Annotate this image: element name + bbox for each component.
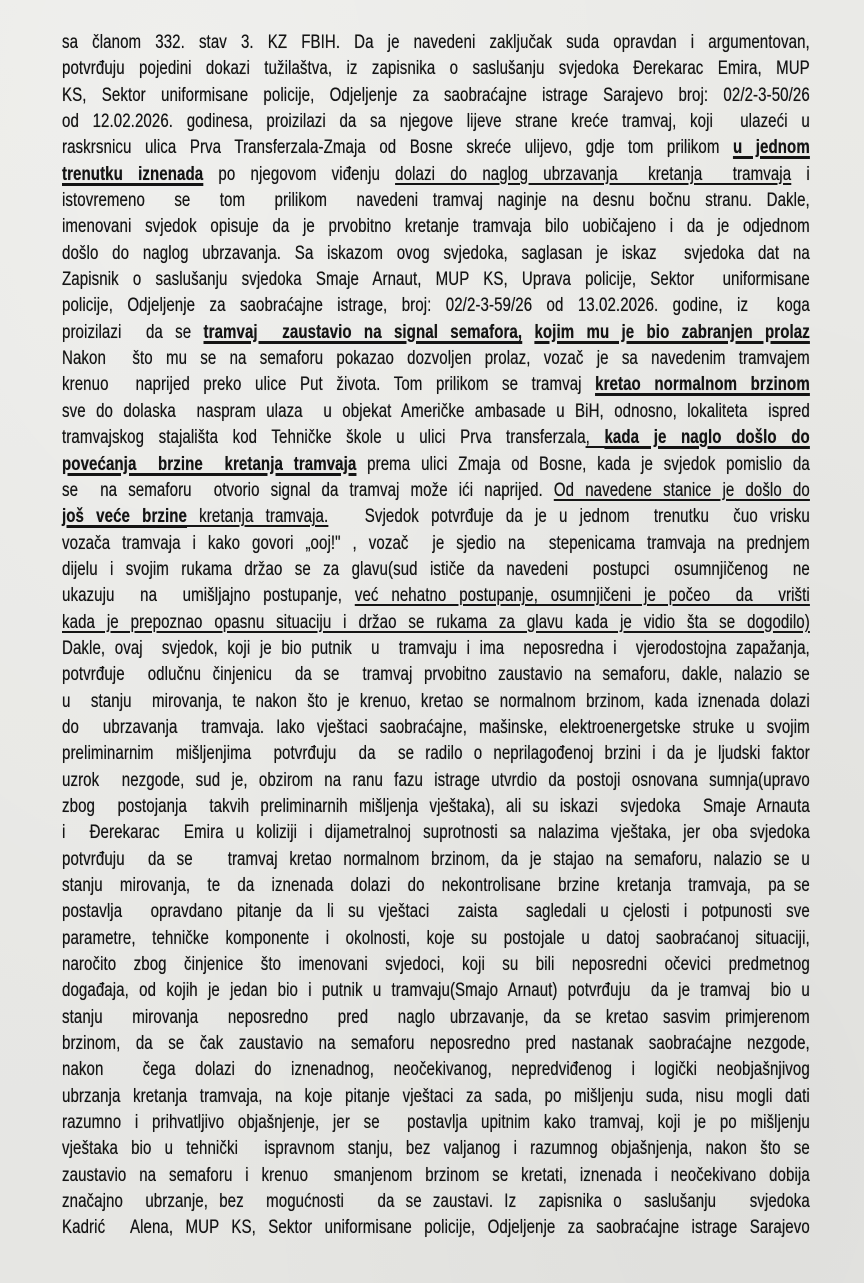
text-run [522, 322, 534, 343]
text-run: , [585, 427, 605, 449]
text-line [62, 1215, 810, 1241]
text-run: stanju mirovanja neposredno pred naglo ubrzavanje, da se kretao sasvim primjerenom [62, 1006, 810, 1028]
text-line [62, 610, 810, 636]
text-run: vozača tramvaja i kako govori „ooj!" , vozač je sjedio na stepenicama tramvaja na prednjem [62, 532, 810, 554]
text-run: Dakle, ovaj svjedok, koji je bio putnik u tramvaju i ima neposredna i vjerodostojna zapažanja, [62, 637, 810, 659]
text-run: preliminarnim mišljenjima potvrđuju da se radilo o neprilagođenoj brzini i da je ljudski faktor [62, 743, 810, 765]
text-run: kada je naglo došlo do [604, 427, 810, 449]
text-line [62, 715, 810, 741]
text-run: zaustavio na semaforu i krenuo smanjenom brzinom se kretati, iznenada i neočekivano dobija [62, 1164, 810, 1186]
text-line [62, 926, 810, 952]
text-line [62, 452, 810, 478]
text-run: tramvaj zaustavio na signal semafora, [203, 321, 523, 343]
text-run: još veće brzine [62, 506, 188, 528]
text-run: po njegovom viđenju [203, 163, 396, 185]
text-run: značajno ubrzanje, bez mogućnosti da se zaustavi. Iz zapisnika o saslušanju svjedoka [62, 1191, 810, 1213]
text-run: nakon čega dolazi do iznenadnog, neočekivanog, nepredviđenog i logički neobjašnjivog [62, 1059, 810, 1081]
text-line [62, 504, 810, 530]
text-line [62, 267, 810, 293]
text-run: i [791, 163, 810, 185]
text-run: zbog postojanja takvih preliminarnih mišljenja vještaka), ali su iskazi svjedoka Smaje Arnauta [62, 795, 810, 817]
text-run: stanju mirovanja, te da iznenada dolazi do nekontrolisane brzine kretanja tramvaja, pa se [62, 875, 810, 896]
text-line [62, 873, 810, 899]
text-line [62, 109, 810, 135]
text-run: sve do dolaska naspram ulaza u objekat Američke ambasade u BiH, odnosno, lokaliteta ispred [62, 400, 810, 422]
document-text [62, 30, 810, 1242]
text-line [62, 794, 810, 820]
text-run: potvrđuju pojedini dokazi tužilaštva, iz zapisnika o saslušanju svjedoka Đerekarac Emira, MUP [62, 58, 810, 80]
text-run: se na semaforu otvorio signal da tramvaj može ići naprijed. [62, 479, 554, 501]
text-run: razumno i prihvatljivo objašnjenje, jer se postavlja upitnim kako tramvaj, koji je po mišljenju [62, 1112, 810, 1134]
text-run: prema ulici Zmaja od Bosne, kada je svjedok pomislio da [356, 453, 810, 475]
text-run: uzrok nezgode, sud je, obzirom na ranu fazu istrage utvrdio da postoji osnovana sumnja(upravo [62, 769, 810, 791]
text-run: u jednom [732, 137, 810, 159]
text-run: ukazuju na umišljajno postupanje, [62, 585, 355, 607]
text-run: sa članom 332. stav 3. KZ FBIH. Da je navedeni zaključak suda opravdan i argumentovan, [62, 32, 810, 53]
text-line [62, 741, 810, 767]
text-line [62, 1084, 810, 1110]
text-run: Svjedok potvrđuje da je u jednom trenutku čuo vrisku [328, 506, 810, 528]
text-line [62, 1189, 810, 1215]
text-line [62, 214, 810, 240]
text-line [62, 847, 810, 873]
text-line [62, 56, 810, 82]
text-line [62, 1163, 810, 1189]
text-run: trenutku iznenada [62, 163, 204, 185]
text-line [62, 372, 810, 398]
text-line [62, 978, 810, 1004]
text-run: došlo do naglog ubrzavanja. Sa iskazom ovog svjedoka, saglasan je iskaz svjedoka dat na [62, 242, 810, 264]
text-run: kojim mu je bio zabranjen prolaz [534, 321, 810, 343]
text-run: Nakon što mu se na semaforu pokazao dozvoljen prolaz, vozač je sa navedenim tramvajem [62, 348, 810, 370]
text-line [62, 478, 810, 504]
text-run: parametre, tehničke komponente i okolnosti, koje su postojale u datoj saobraćanoj situaciji, [62, 927, 810, 949]
text-line [62, 1110, 810, 1136]
text-line [62, 1031, 810, 1057]
text-line [62, 557, 810, 583]
text-run: dolazi do naglog ubrzavanja kretanja tramvaja [395, 163, 792, 185]
text-run: potvrđuju da se tramvaj kretao normalnom brzinom, da je stajao na semaforu, nalazio se u [62, 848, 810, 870]
text-run: kretanja tramvaja. [187, 506, 329, 528]
text-run: od 12.02.2026. godinesa, proizilazi da sa njegove lijeve strane kreće tramvaj, koji ulazeći u [62, 111, 810, 133]
text-line [62, 636, 810, 662]
text-run: imenovani svjedok opisuje da je prvobitno kretanje tramvaja bilo uobičajeno i da je odjednom [62, 216, 810, 238]
text-run: i Đerekarac Emira u koliziji i dijametralnoj suprotnosti sa nalazima vještaka, jer oba svjedoka [62, 822, 810, 844]
text-line [62, 188, 810, 214]
text-run: KS, Sektor uniformisane policije, Odjeljenje za saobraćajne istrage Sarajevo broj: 02/2-3-50/26 [62, 84, 810, 106]
text-run: postavlja opravdano pitanje da li su vještaci zaista sagledali u cjelosti i potpunosti sve [62, 901, 810, 923]
text-line [62, 820, 810, 846]
text-line [62, 346, 810, 372]
text-run: dijelu i svojim rukama držao se za glavu(sud ističe da navedeni postupci osumnjičenog ne [62, 558, 810, 580]
text-run: kretao normalnom brzinom [595, 374, 810, 396]
text-line [62, 241, 810, 267]
text-run: raskrsnicu ulica Prva Transferzala-Zmaja od Bosne skreće ulijevo, gdje tom prilikom [62, 137, 733, 159]
text-run: potvrđuje odlučnu činjenicu da se tramvaj prvobitno zaustavio na semaforu, dakle, nalazio se [62, 664, 810, 686]
text-line [62, 425, 810, 451]
text-line [62, 689, 810, 715]
text-line [62, 83, 810, 109]
text-run: u stanju mirovanja, te nakon što je krenuo, kretao se normalnom brzinom, kada iznenada dolazi [62, 690, 810, 712]
text-run: tramvajskog stajališta kod Tehničke škole u ulici Prva transferzala [62, 427, 586, 449]
text-line [62, 531, 810, 557]
text-line [62, 1057, 810, 1083]
text-run: brzinom, da se čak zaustavio na semaforu neposredno pred nastanak saobraćajne nezgode, [62, 1033, 810, 1055]
text-run: već nehatno postupanje, osumnjičeni je počeo da vrišti [354, 585, 810, 607]
text-run: policije, Odjeljenje za saobraćajne istrage, broj: 02/2-3-59/26 od 13.02.2026. godine, iz koga [62, 295, 810, 317]
text-line [62, 1136, 810, 1162]
text-run: proizilazi da se [62, 321, 204, 343]
text-run: Zapisnik o saslušanju svjedoka Smaje Arnaut, MUP KS, Uprava policije, Sektor uniformisane [62, 269, 810, 291]
text-line [62, 662, 810, 688]
text-run: događaja, od kojih je jedan bio i putnik u tramvaju(Smajo Arnaut) potvrđuju da je tramvaj bio u [62, 980, 810, 1002]
text-run: krenuo naprijed preko ulice Put života. Tom prilikom se tramvaj [62, 374, 596, 396]
text-run: ubrzanja kretanja tramvaja, na koje pitanje vještaci za sada, po mišljenju suda, nisu mogli dati [62, 1085, 810, 1107]
text-run: istovremeno se tom prilikom navedeni tramvaj naginje na desnu bočnu stranu. Dakle, [62, 190, 810, 212]
text-run: Kadrić Alena, MUP KS, Sektor uniformisane policije, Odjeljenje za saobraćajne istrage Sarajevo [62, 1217, 810, 1239]
text-line [62, 899, 810, 925]
text-run: naročito zbog činjenice što imenovani svjedoci, koji su bili neposredni očevici predmetnog [62, 954, 810, 976]
text-line [62, 320, 810, 346]
text-line [62, 135, 810, 161]
text-line [62, 1005, 810, 1031]
text-line [62, 162, 810, 188]
text-run: vještaka bio u tehnički ispravnom stanju, bez valjanog i razumnog objašnjenja, nakon što se [62, 1138, 810, 1160]
text-run: povećanja brzine kretanja tramvaja [62, 453, 357, 475]
text-line [62, 952, 810, 978]
text-run: kada je prepoznao opasnu situaciju i držao se rukama za glavu kada je vidio šta se dogodilo) [62, 611, 810, 633]
text-line [62, 399, 810, 425]
text-line [62, 293, 810, 319]
text-line [62, 30, 810, 56]
text-line [62, 768, 810, 794]
text-run: Od navedene stanice je došlo do [553, 479, 810, 501]
text-run: do ubrzavanja tramvaja. Iako vještaci saobraćajne, mašinske, elektroenergetske struke u svojim [62, 716, 810, 738]
text-line [62, 583, 810, 609]
